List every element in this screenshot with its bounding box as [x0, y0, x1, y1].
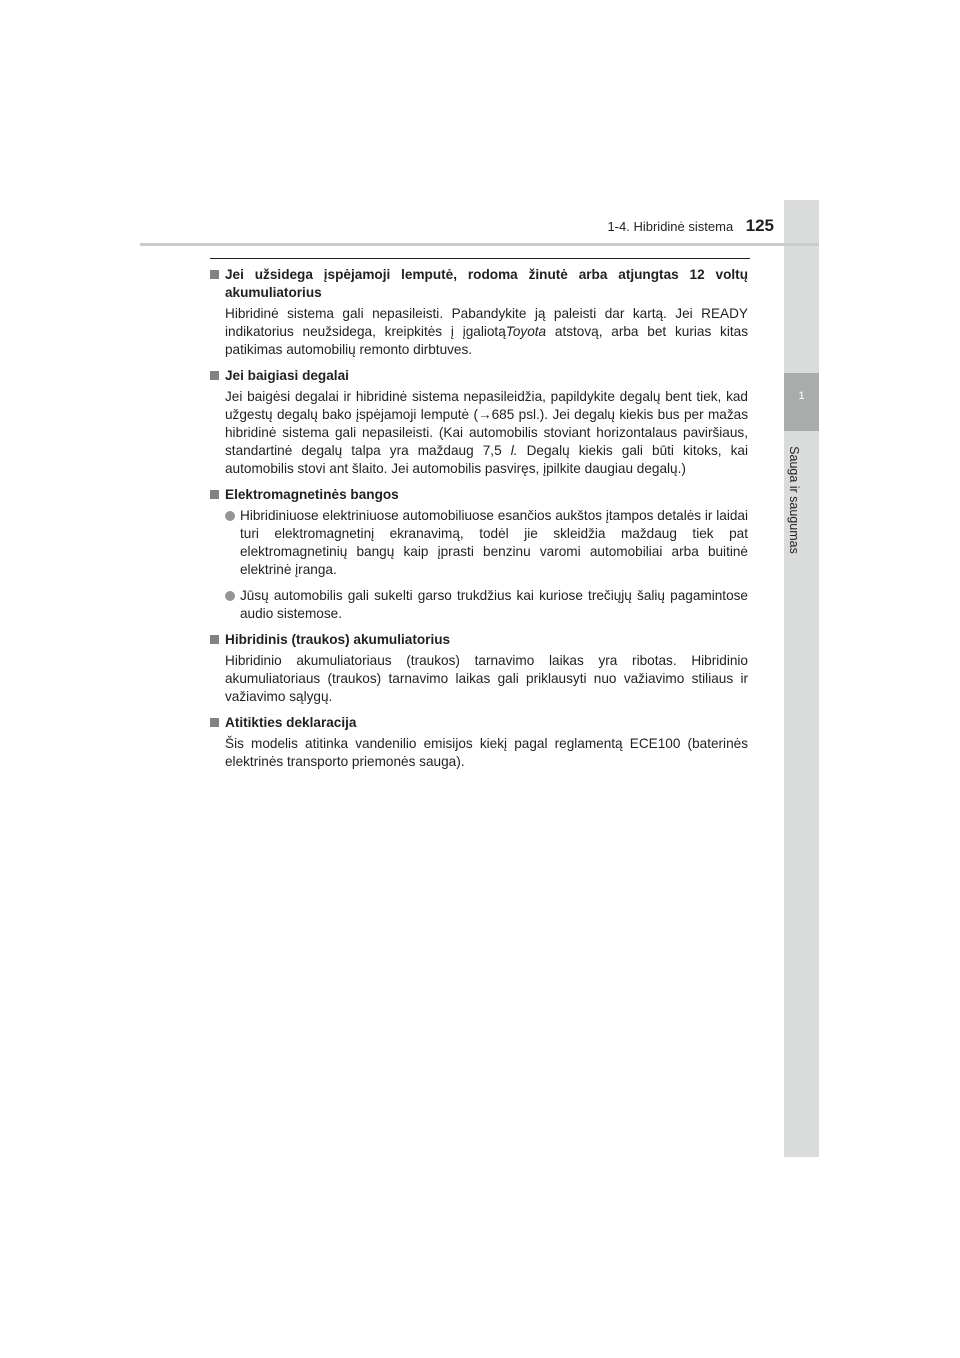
section-electromagnetic-waves — [210, 486, 748, 623]
section-body: Hibridinio akumuliatoriaus (traukos) tarnavimo laikas yra ribotas. Hibridinio akumuliatoriaus (traukos) tarnavimo laikas gali priklausyti nuo važiavimo stiliaus ir važiavimo sąlygų. — [225, 653, 748, 704]
chapter-side-tab — [784, 200, 819, 1157]
section-body: Šis modelis atitinka vandenilio emisijos kiekį pagal reglamentą ECE100 (baterinės elektrinės transporto priemonės sauga). — [225, 736, 748, 769]
header-rule — [140, 243, 819, 246]
chapter-tab-marker — [784, 373, 819, 431]
content-rule — [210, 258, 750, 259]
page-content — [210, 266, 748, 779]
section-heading: Jei užsidega įspėjamoji lemputė, rodoma žinutė arba atjungtas 12 voltų akumuliatorius — [210, 266, 748, 302]
section-traction-battery — [210, 631, 748, 706]
brand-name: Toyota — [505, 324, 547, 339]
section-out-of-fuel — [210, 367, 748, 478]
unit-liters: l. — [510, 443, 518, 458]
section-heading: Hibridinis (traukos) akumuliatorius — [210, 631, 748, 649]
section-declaration-of-conformity — [210, 714, 748, 771]
square-bullet-icon — [210, 714, 225, 732]
section-body: Hibridinė sistema gali nepasileisti. Pabandykite ją paleisti dar kartą. Jei READY indikatorius neužsidega, kreipkitės į įgaliotąToyota atstovą, arba bet kurias kitas patikimas automobilių remonto dirbtuves. — [225, 306, 748, 357]
circle-bullet-icon — [210, 507, 240, 579]
square-bullet-icon — [210, 367, 225, 385]
list-item: Hibridiniuose elektriniuose automobiliuose esančios aukštos įtampos detalės ir laidai turi elektromagnetinį ekranavimą, todėl jie skleidžia maždaug tiek pat elektromagnetinių bangų kaip įprasti benzinu varomi automobiliai arba buitinė elektrinė įranga. — [210, 507, 748, 579]
square-bullet-icon — [210, 631, 225, 649]
chapter-title: Sauga ir saugumas — [787, 446, 801, 554]
square-bullet-icon — [210, 486, 225, 504]
chapter-number: 1 — [798, 390, 805, 402]
section-heading: Jei baigiasi degalai — [210, 367, 748, 385]
section-label: 1-4. Hibridinė sistema — [607, 219, 734, 234]
square-bullet-icon — [210, 266, 225, 302]
section-body: Jei baigėsi degalai ir hibridinė sistema nepasileidžia, papildykite degalų bent tiek, kad užgestų degalų bako įspėjamoji lemputė (→685 psl.). Jei degalų kiekis bus per mažas hibridinė sistema gali nepasileisti. (Kai automobilis stoviant horizontalaus paviršiaus, standartinė degalų talpa yra maždaug 7,5 l. Degalų kiekis gali būti kitoks, kai automobilis stovi ant šlaito. Jei automobilis pasviręs, įpilkite daugiau degalų.) — [225, 389, 748, 476]
section-warning-light — [210, 266, 748, 359]
page-header — [520, 216, 774, 238]
page-number: 125 — [745, 216, 774, 235]
section-heading: Atitikties deklaracija — [210, 714, 748, 732]
list-item: Jūsų automobilis gali sukelti garso trukdžius kai kuriose trečiųjų šalių pagamintose audio sistemose. — [210, 587, 748, 623]
circle-bullet-icon — [210, 587, 240, 623]
section-heading: Elektromagnetinės bangos — [210, 486, 748, 504]
